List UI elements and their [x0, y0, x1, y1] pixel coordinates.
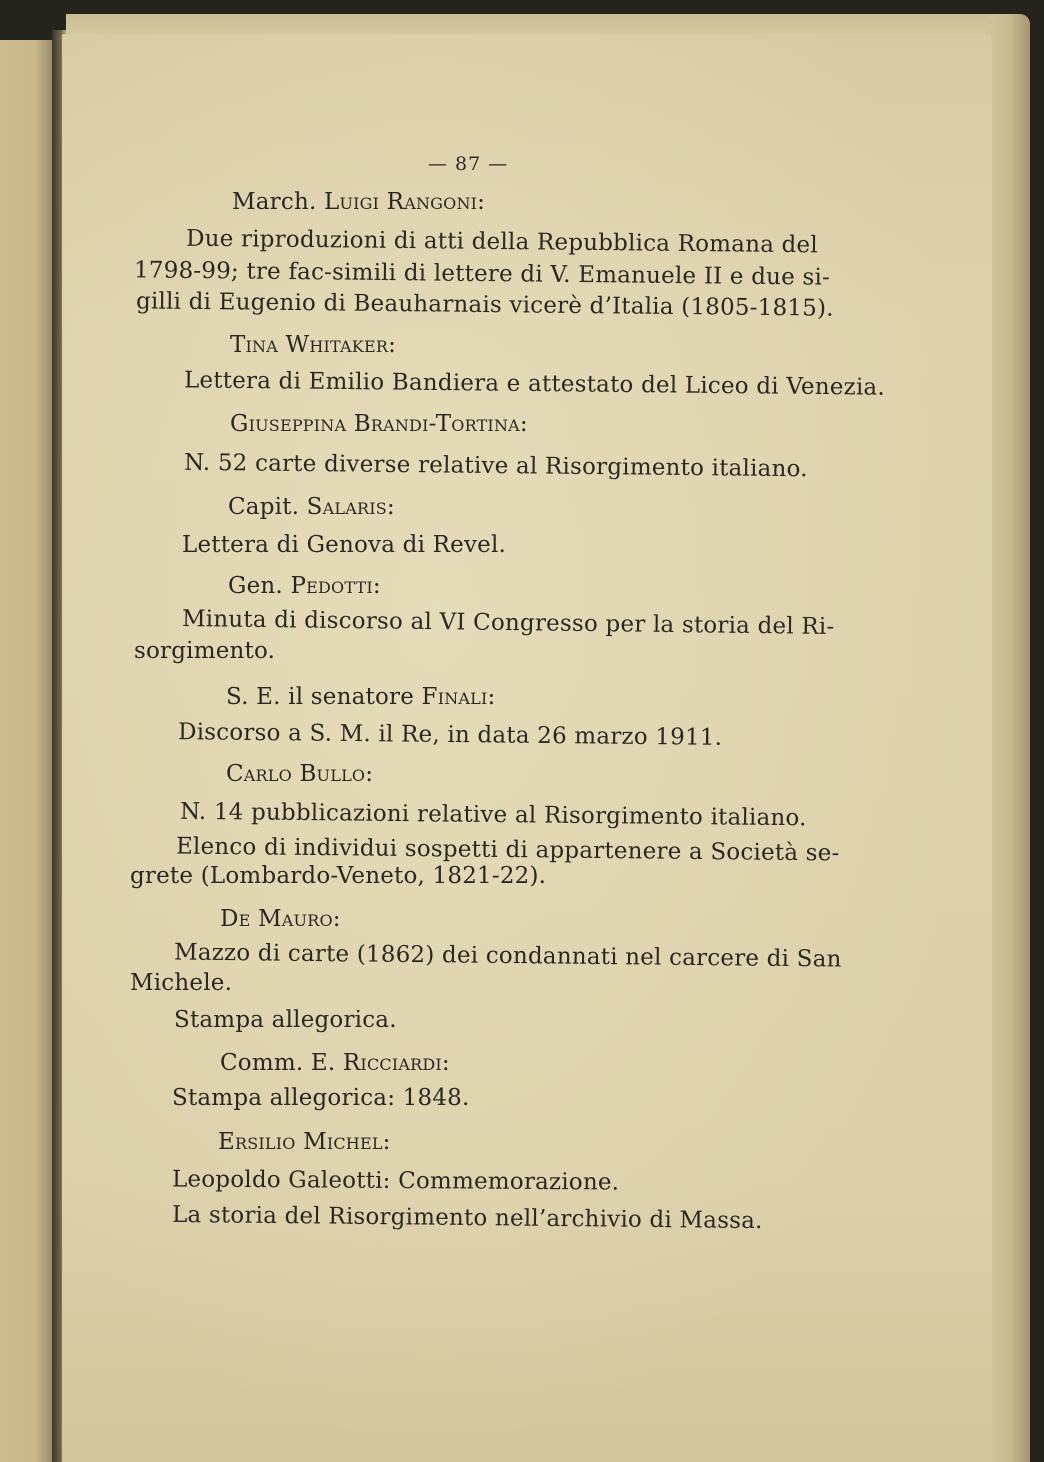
entry-line: grete (Lombardo-Veneto, 1821-22).: [130, 863, 547, 889]
donor-heading: Ersilio Michel:: [218, 1129, 391, 1155]
entry-line: Mazzo di carte (1862) dei condannati nel carcere di San: [173, 939, 842, 973]
entry-line: Elenco di individui sospetti di appartenere a Società se-: [175, 833, 840, 867]
donor-heading: De Mauro:: [220, 906, 341, 932]
entry-line: N. 14 pubblicazioni relative al Risorgimento italiano.: [179, 798, 807, 832]
donor-heading: Giuseppina Brandi-Tortina:: [230, 411, 528, 437]
page-number: — 87 —: [428, 153, 509, 175]
entry-line: Lettera di Genova di Revel.: [182, 532, 507, 558]
entry-line: sorgimento.: [134, 638, 276, 664]
entry-line: Leopoldo Galeotti: Commemorazione.: [171, 1166, 620, 1196]
donor-heading: March. Luigi Rangoni:: [232, 189, 486, 215]
donor-heading: Comm. E. Ricciardi:: [220, 1050, 450, 1076]
entry-line: Michele.: [130, 970, 233, 996]
entry-line: N. 52 carte diverse relative al Risorgimento italiano.: [183, 449, 808, 483]
donor-heading: Capit. Salaris:: [228, 494, 395, 520]
entry-line: La storia del Risorgimento nell’archivio di Massa.: [171, 1201, 763, 1235]
entry-line: Due riproduzioni di atti della Repubblica Romana del: [185, 225, 819, 259]
donor-heading: Gen. Pedotti:: [228, 573, 381, 599]
entry-line: gilli di Eugenio di Beauharnais vicerè d’Italia (1805-1815).: [135, 288, 834, 322]
entry-line: 1798-99; tre fac-simili di lettere di V. Emanuele II e due si-: [133, 257, 831, 291]
entry-line: Stampa allegorica: 1848.: [172, 1085, 470, 1111]
entry-line: Lettera di Emilio Bandiera e attestato del Liceo di Venezia.: [183, 367, 886, 401]
donor-heading: Carlo Bullo:: [226, 761, 374, 787]
entry-line: Discorso a S. M. il Re, in data 26 marzo 1911.: [177, 719, 723, 751]
donor-heading: Tina Whitaker:: [230, 332, 397, 358]
donor-heading: S. E. il senatore Finali:: [226, 684, 496, 710]
entry-line: Minuta di discorso al VI Congresso per la storia del Ri-: [181, 606, 835, 640]
entry-line: Stampa allegorica.: [174, 1007, 397, 1033]
